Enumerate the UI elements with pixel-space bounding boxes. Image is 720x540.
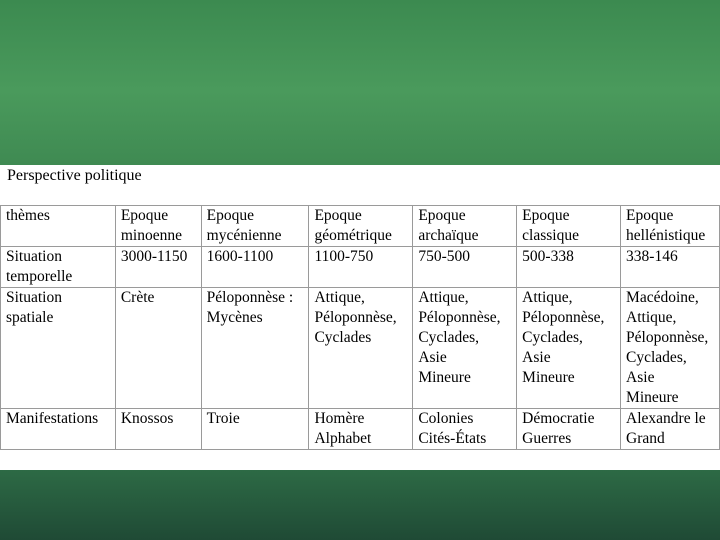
row-label-cell: Manifestations (1, 409, 116, 450)
table-cell: Crète (115, 288, 201, 409)
header-cell: Epoque classique (517, 206, 621, 247)
table-cell: 500-338 (517, 247, 621, 288)
row-label-cell: Situation spatiale (1, 288, 116, 409)
header-cell: Epoque mycénienne (201, 206, 309, 247)
row-label-cell: Situation temporelle (1, 247, 116, 288)
background-bottom-band (0, 470, 720, 540)
table-cell: Démocratie Guerres (517, 409, 621, 450)
table-cell: Péloponnèse : Mycènes (201, 288, 309, 409)
table-cell: Macédoine, Attique, Péloponnèse, Cyclades, Asie Mineure (621, 288, 720, 409)
table-cell: Colonies Cités-États (413, 409, 517, 450)
header-cell: Epoque hellénistique (621, 206, 720, 247)
table-row (1, 247, 720, 288)
table-cell: Alexandre le Grand (621, 409, 720, 450)
header-cell: Epoque géométrique (309, 206, 413, 247)
perspective-table (0, 205, 720, 450)
slide-title: Perspective politique (7, 167, 142, 184)
table-row (1, 409, 720, 450)
table-cell: Attique, Péloponnèse, Cyclades, Asie Mineure (517, 288, 621, 409)
table-cell: Attique, Péloponnèse, Cyclades (309, 288, 413, 409)
table-cell: 750-500 (413, 247, 517, 288)
table-cell: 338-146 (621, 247, 720, 288)
table-cell: 1100-750 (309, 247, 413, 288)
table-row (1, 288, 720, 409)
background-top-band (0, 0, 720, 165)
table-header-row (1, 206, 720, 247)
header-cell: Epoque archaïque (413, 206, 517, 247)
table-cell: 3000-1150 (115, 247, 201, 288)
header-cell: Epoque minoenne (115, 206, 201, 247)
table-cell: Homère Alphabet (309, 409, 413, 450)
header-cell: thèmes (1, 206, 116, 247)
table-cell: Attique, Péloponnèse, Cyclades, Asie Mineure (413, 288, 517, 409)
table-cell: Knossos (115, 409, 201, 450)
table-cell: 1600-1100 (201, 247, 309, 288)
table-cell: Troie (201, 409, 309, 450)
slide-content (0, 165, 720, 470)
